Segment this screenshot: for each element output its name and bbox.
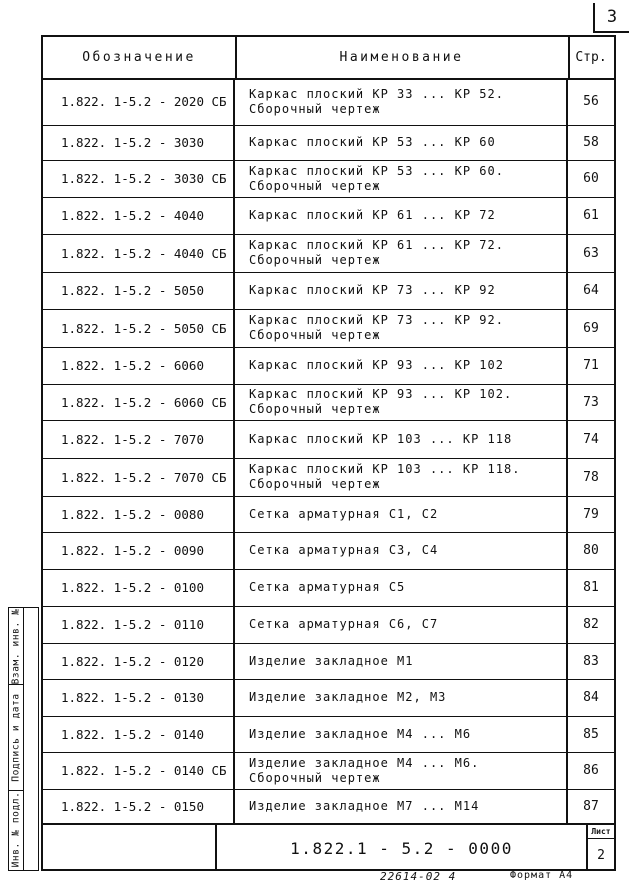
side-stamp-cell xyxy=(9,684,23,791)
page-cell: 85 xyxy=(583,726,599,742)
table-row xyxy=(43,789,614,823)
table-row xyxy=(43,496,614,533)
page-cell: 78 xyxy=(583,469,599,485)
page-cell: 81 xyxy=(583,580,599,595)
designation-cell: 1.822. 1-5.2 - 0150 xyxy=(43,789,235,823)
page-cell: 69 xyxy=(583,320,599,336)
name-cell xyxy=(235,272,568,309)
designation-cell: 1.822. 1-5.2 - 0090 xyxy=(43,532,235,569)
table-row xyxy=(43,420,614,459)
page-cell: 86 xyxy=(583,763,599,778)
name-cell xyxy=(235,160,568,197)
name-line: Сетка арматурная С3, С4 xyxy=(249,543,439,557)
designation-cell: 1.822. 1-5.2 - 7070 xyxy=(43,420,235,458)
name-line: Сборочный чертеж xyxy=(249,477,381,491)
designation-cell: 1.822. 1-5.2 - 0120 xyxy=(43,643,235,679)
name-cell xyxy=(235,347,568,384)
page-cell: 84 xyxy=(583,690,599,705)
title-block xyxy=(41,823,616,871)
name-line: Сборочный чертеж xyxy=(249,253,381,267)
name-line: Сборочный чертеж xyxy=(249,402,381,416)
header-page: Стр. xyxy=(568,37,614,80)
side-stamp-label: Подпись и дата xyxy=(10,692,22,782)
side-stamp-cell xyxy=(9,790,23,869)
header-designation: Обозначение xyxy=(43,37,237,80)
name-line: Сборочный чертеж xyxy=(249,178,381,193)
name-line: Каркас плоский КР 61 ... КР 72. xyxy=(249,238,504,252)
name-cell xyxy=(235,752,568,789)
designation-cell: 1.822. 1-5.2 - 4040 СБ xyxy=(43,234,235,272)
table-row xyxy=(43,458,614,497)
contents-table xyxy=(41,35,616,871)
designation-cell: 1.822. 1-5.2 - 0140 xyxy=(43,716,235,752)
designation-cell: 1.822. 1-5.2 - 0100 xyxy=(43,569,235,606)
table-row xyxy=(43,272,614,310)
side-stamp-label: Взам. инв. № xyxy=(10,608,22,684)
page-number: 3 xyxy=(593,3,629,33)
name-line: Каркас плоский КР 103 ... КР 118. xyxy=(249,462,521,476)
designation-cell: 1.822. 1-5.2 - 4040 xyxy=(43,197,235,234)
name-cell xyxy=(235,716,568,752)
title-block-blank xyxy=(41,825,217,871)
sheet-label: Лист xyxy=(588,825,614,839)
designation-cell: 1.822. 1-5.2 - 6060 xyxy=(43,347,235,384)
name-line: Сетка арматурная С6, С7 xyxy=(249,617,439,631)
page-cell: 61 xyxy=(583,208,599,223)
document-code: 1.822.1 - 5.2 - 0000 xyxy=(217,825,588,871)
designation-cell: 1.822. 1-5.2 - 3030 xyxy=(43,125,235,160)
name-cell xyxy=(235,496,568,532)
designation-cell: 1.822. 1-5.2 - 0110 xyxy=(43,606,235,643)
name-line: Сетка арматурная С5 xyxy=(249,580,406,594)
table-row xyxy=(43,78,614,126)
name-cell xyxy=(235,234,568,272)
table-row xyxy=(43,347,614,385)
page-cell: 74 xyxy=(583,431,599,447)
name-line: Каркас плоский КР 53 ... КР 60 xyxy=(249,135,496,149)
name-line: Каркас плоский КР 93 ... КР 102. xyxy=(249,387,513,401)
name-line: Каркас плоский КР 73 ... КР 92. xyxy=(249,313,504,327)
name-cell xyxy=(235,569,568,606)
side-stamp-labels xyxy=(9,608,24,870)
table-row xyxy=(43,569,614,607)
page-cell: 73 xyxy=(583,394,599,410)
page-cell: 63 xyxy=(583,245,599,261)
page-cell: 82 xyxy=(583,617,599,632)
name-line: Каркас плоский КР 103 ... КР 118 xyxy=(249,431,513,446)
table-row xyxy=(43,752,614,790)
name-line: Сборочный чертеж xyxy=(249,770,381,785)
name-line: Каркас плоский КР 53 ... КР 60. xyxy=(249,163,504,178)
table-row xyxy=(43,125,614,161)
table-row xyxy=(43,234,614,273)
side-stamp-label: Инв. № подл. xyxy=(10,791,22,868)
table-row xyxy=(43,384,614,421)
name-cell xyxy=(235,125,568,160)
name-line: Каркас плоский КР 61 ... КР 72 xyxy=(249,208,496,222)
name-line: Изделие закладное М4 ... М6. xyxy=(249,755,480,770)
name-line: Сборочный чертеж xyxy=(249,328,381,342)
designation-cell: 1.822. 1-5.2 - 5050 xyxy=(43,272,235,309)
name-cell xyxy=(235,606,568,643)
table-row xyxy=(43,679,614,717)
name-line: Каркас плоский КР 33 ... КР 52. xyxy=(249,86,504,101)
page-cell: 79 xyxy=(583,506,599,522)
name-line: Каркас плоский КР 73 ... КР 92 xyxy=(249,283,496,297)
name-line: Изделие закладное М7 ... М14 xyxy=(249,798,480,813)
sheet-number: 2 xyxy=(597,848,605,863)
name-line: Каркас плоский КР 93 ... КР 102 xyxy=(249,358,504,372)
name-cell xyxy=(235,679,568,716)
name-cell xyxy=(235,458,568,496)
table-row xyxy=(43,532,614,570)
designation-cell: 1.822. 1-5.2 - 2020 СБ xyxy=(43,78,235,125)
name-cell xyxy=(235,420,568,458)
name-cell xyxy=(235,78,568,125)
name-cell xyxy=(235,309,568,347)
table-row xyxy=(43,197,614,235)
inventory-number: 22614-02 4 xyxy=(380,870,457,883)
name-line: Сетка арматурная С1, С2 xyxy=(249,506,439,521)
name-line: Изделие закладное М1 xyxy=(249,653,414,668)
designation-cell: 1.822. 1-5.2 - 3030 СБ xyxy=(43,160,235,197)
side-stamp xyxy=(8,607,39,871)
page-cell: 83 xyxy=(583,653,599,669)
designation-cell: 1.822. 1-5.2 - 7070 СБ xyxy=(43,458,235,496)
designation-cell: 1.822. 1-5.2 - 0140 СБ xyxy=(43,752,235,789)
table-row xyxy=(43,643,614,680)
page-cell: 64 xyxy=(583,283,599,298)
page-cell: 80 xyxy=(583,543,599,558)
designation-cell: 1.822. 1-5.2 - 6060 СБ xyxy=(43,384,235,420)
table-row xyxy=(43,716,614,753)
name-cell xyxy=(235,643,568,679)
side-stamp-cell xyxy=(9,608,23,685)
designation-cell: 1.822. 1-5.2 - 0080 xyxy=(43,496,235,532)
page-cell: 56 xyxy=(583,94,599,109)
page-cell: 71 xyxy=(583,358,599,373)
format-label: Формат А4 xyxy=(510,870,574,881)
name-line: Изделие закладное М2, М3 xyxy=(249,690,447,704)
table-row xyxy=(43,160,614,198)
name-line: Сборочный чертеж xyxy=(249,101,381,116)
designation-cell: 1.822. 1-5.2 - 5050 СБ xyxy=(43,309,235,347)
table-row xyxy=(43,606,614,644)
page-cell: 60 xyxy=(583,171,599,186)
header-name: Наименование xyxy=(235,37,570,80)
page-cell: 87 xyxy=(583,798,599,814)
name-cell xyxy=(235,197,568,234)
name-line: Изделие закладное М4 ... М6 xyxy=(249,726,472,741)
designation-cell: 1.822. 1-5.2 - 0130 xyxy=(43,679,235,716)
name-cell xyxy=(235,789,568,823)
sheet-box xyxy=(588,825,614,871)
name-cell xyxy=(235,384,568,420)
page-cell: 58 xyxy=(583,135,599,150)
table-row xyxy=(43,309,614,348)
name-cell xyxy=(235,532,568,569)
